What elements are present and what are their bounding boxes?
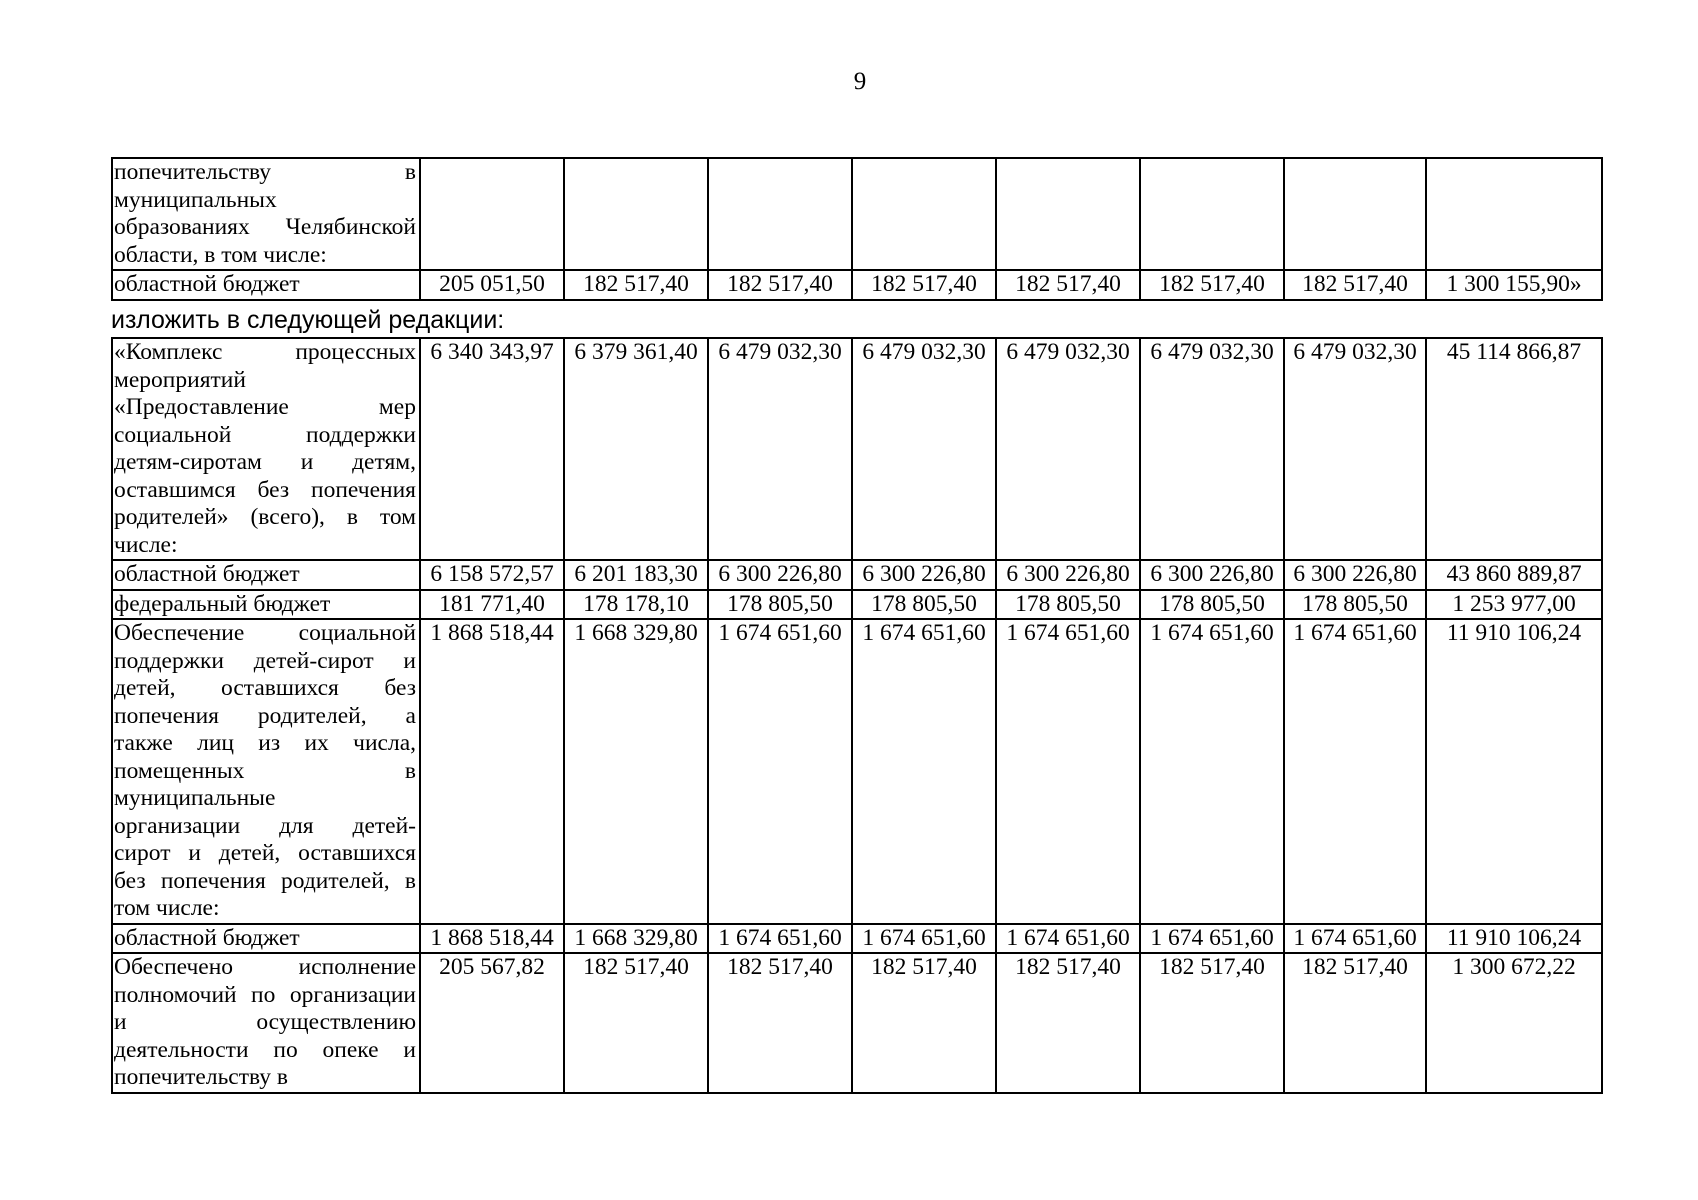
year-value-cell: 1 674 651,60 — [1140, 619, 1284, 924]
row-label-cell — [112, 619, 420, 924]
row-label-line: «Комплекс процессных — [114, 339, 416, 365]
table-row — [112, 590, 1602, 620]
row-label-line: Обеспечение социальной — [114, 620, 416, 646]
year-value-cell: 1 674 651,60 — [852, 924, 996, 954]
year-value-cell: 205 051,50 — [420, 270, 564, 300]
row-label-line: организации для детей- — [114, 812, 416, 839]
total-value-cell: 45 114 866,87 — [1426, 338, 1602, 560]
row-label-line: оставшимся без попечения — [114, 476, 416, 503]
year-value-cell: 6 479 032,30 — [1140, 338, 1284, 560]
row-label-line: попечения родителей, а — [114, 702, 416, 729]
total-value-cell: 11 910 106,24 — [1426, 619, 1602, 924]
year-value-cell: 1 674 651,60 — [708, 924, 852, 954]
total-value-cell: 1 300 155,90» — [1426, 270, 1602, 300]
row-label-line: деятельности по опеке и — [114, 1036, 416, 1063]
row-label-line: Обеспечено исполнение — [114, 954, 416, 980]
year-value-cell: 1 674 651,60 — [1284, 619, 1426, 924]
row-label-line: помещенных в — [114, 757, 416, 784]
row-label-line: образованиях Челябинской — [114, 214, 416, 240]
table-row — [112, 619, 1602, 924]
year-value-cell: 182 517,40 — [852, 953, 996, 1093]
year-value-cell: 1 674 651,60 — [708, 619, 852, 924]
row-label-line: также лиц из их числа, — [114, 730, 416, 756]
year-value-cell: 182 517,40 — [564, 270, 708, 300]
year-value-cell — [564, 158, 708, 270]
year-value-cell: 181 771,40 — [420, 590, 564, 620]
row-label-line: муниципальных — [114, 186, 277, 213]
section-caption: изложить в следующей редакции: — [111, 306, 505, 334]
row-label-line: мероприятий — [114, 366, 246, 393]
total-value-cell: 11 910 106,24 — [1426, 924, 1602, 954]
year-value-cell: 182 517,40 — [1284, 270, 1426, 300]
row-label-line: детям-сиротам и детям, — [114, 449, 416, 475]
year-value-cell: 6 479 032,30 — [852, 338, 996, 560]
row-label-line: без попечения родителей, в — [114, 867, 416, 894]
year-value-cell: 182 517,40 — [852, 270, 996, 300]
year-value-cell: 1 668 329,80 — [564, 924, 708, 954]
year-value-cell: 205 567,82 — [420, 953, 564, 1093]
page-number: 9 — [853, 68, 867, 95]
year-value-cell: 6 201 183,30 — [564, 560, 708, 590]
budget-table-new-edition — [111, 337, 1603, 1094]
table-row — [112, 338, 1602, 560]
year-value-cell: 1 674 651,60 — [996, 924, 1140, 954]
year-value-cell: 6 300 226,80 — [1284, 560, 1426, 590]
year-value-cell: 1 674 651,60 — [1284, 924, 1426, 954]
row-label-cell — [112, 338, 420, 560]
table-row — [112, 158, 1602, 270]
row-label-cell — [112, 560, 420, 590]
year-value-cell — [852, 158, 996, 270]
year-value-cell: 178 805,50 — [1140, 590, 1284, 620]
year-value-cell: 1 868 518,44 — [420, 924, 564, 954]
row-label-line: том числе: — [114, 895, 220, 921]
year-value-cell: 6 300 226,80 — [1140, 560, 1284, 590]
row-label-line: муниципальные — [114, 785, 276, 811]
year-value-cell: 6 340 343,97 — [420, 338, 564, 560]
row-label-line: полномочий по организации — [114, 981, 416, 1008]
year-value-cell: 178 805,50 — [852, 590, 996, 620]
year-value-cell — [996, 158, 1140, 270]
year-value-cell: 1 674 651,60 — [852, 619, 996, 924]
row-label-line: федеральный бюджет — [114, 590, 331, 617]
table-row — [112, 270, 1602, 300]
row-label-line: «Предоставление мер — [114, 394, 416, 420]
row-label-line: и осуществлению — [114, 1009, 416, 1035]
year-value-cell: 6 158 572,57 — [420, 560, 564, 590]
year-value-cell: 182 517,40 — [1140, 270, 1284, 300]
row-label-line: родителей» (всего), в том — [114, 504, 416, 530]
year-value-cell: 1 868 518,44 — [420, 619, 564, 924]
year-value-cell: 182 517,40 — [708, 953, 852, 1093]
year-value-cell — [1140, 158, 1284, 270]
year-value-cell: 6 479 032,30 — [708, 338, 852, 560]
budget-table-previous — [111, 157, 1603, 301]
year-value-cell: 182 517,40 — [564, 953, 708, 1093]
year-value-cell: 178 805,50 — [1284, 590, 1426, 620]
total-value-cell: 1 300 672,22 — [1426, 953, 1602, 1093]
row-label-line: областной бюджет — [114, 271, 300, 297]
row-label-line: области, в том числе: — [114, 241, 327, 268]
year-value-cell: 6 379 361,40 — [564, 338, 708, 560]
row-label-line: детей, оставшихся без — [114, 675, 416, 701]
year-value-cell: 6 479 032,30 — [1284, 338, 1426, 560]
row-label-cell — [112, 158, 420, 270]
row-label-line: попечительству в — [114, 1064, 289, 1090]
row-label-cell — [112, 953, 420, 1093]
year-value-cell: 182 517,40 — [1140, 953, 1284, 1093]
year-value-cell: 182 517,40 — [708, 270, 852, 300]
year-value-cell — [1284, 158, 1426, 270]
row-label-cell — [112, 924, 420, 954]
row-label-cell — [112, 270, 420, 300]
row-label-line: областной бюджет — [114, 924, 300, 951]
table-row — [112, 924, 1602, 954]
table-row — [112, 953, 1602, 1093]
year-value-cell — [708, 158, 852, 270]
total-value-cell: 1 253 977,00 — [1426, 590, 1602, 620]
year-value-cell — [420, 158, 564, 270]
year-value-cell: 6 479 032,30 — [996, 338, 1140, 560]
row-label-line: попечительству в — [114, 159, 416, 185]
year-value-cell: 178 178,10 — [564, 590, 708, 620]
row-label-line: числе: — [114, 531, 178, 558]
year-value-cell: 182 517,40 — [1284, 953, 1426, 1093]
row-label-line: социальной поддержки — [114, 421, 416, 448]
year-value-cell: 6 300 226,80 — [996, 560, 1140, 590]
total-value-cell — [1426, 158, 1602, 270]
row-label-cell — [112, 590, 420, 620]
year-value-cell: 6 300 226,80 — [708, 560, 852, 590]
total-value-cell: 43 860 889,87 — [1426, 560, 1602, 590]
row-label-line: областной бюджет — [114, 561, 300, 587]
year-value-cell: 178 805,50 — [708, 590, 852, 620]
year-value-cell: 182 517,40 — [996, 953, 1140, 1093]
year-value-cell: 6 300 226,80 — [852, 560, 996, 590]
table-row — [112, 560, 1602, 590]
row-label-line: поддержки детей-сирот и — [114, 647, 416, 674]
row-label-line: сирот и детей, оставшихся — [114, 840, 416, 866]
year-value-cell: 1 674 651,60 — [996, 619, 1140, 924]
year-value-cell: 182 517,40 — [996, 270, 1140, 300]
year-value-cell: 1 674 651,60 — [1140, 924, 1284, 954]
year-value-cell: 178 805,50 — [996, 590, 1140, 620]
year-value-cell: 1 668 329,80 — [564, 619, 708, 924]
